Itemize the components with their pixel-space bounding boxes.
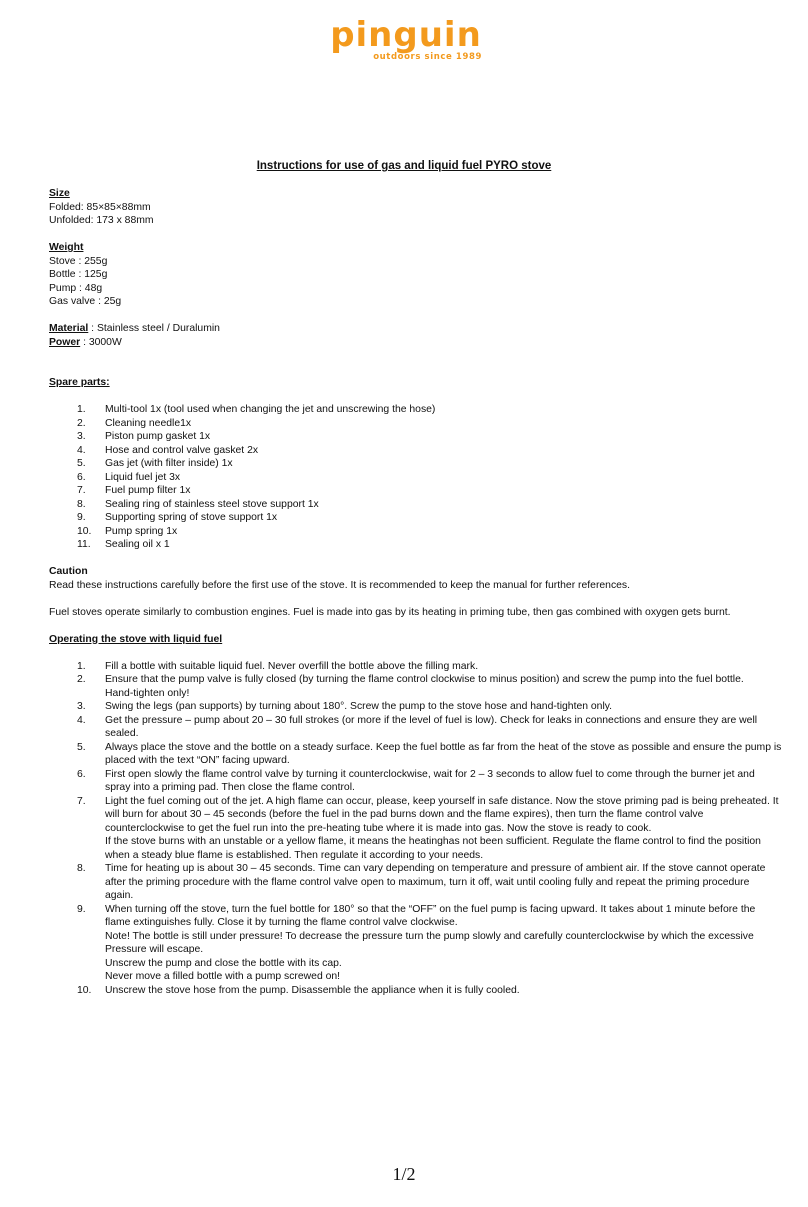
step-text-line: Never move a filled bottle with a pump screwed on! [105,971,341,982]
list-number: 2. [77,674,86,685]
step-text-line: sealed. [105,728,139,739]
power-label: Power [49,336,81,348]
material-label: Material [49,323,89,334]
step-text-line: Get the pressure – pump about 20 – 30 full strokes (or more if the level of fuel is low). Check for leaks in connections and ensure they are well [105,714,758,726]
list-number: 9. [77,903,86,915]
list-number: 1. [77,404,86,415]
material-value: : Stainless steel / Duralumin [88,323,220,334]
step-text-line: will burn for about 30 – 45 seconds (before the fuel in the pad burns down and the flame expires), then turn the flame control valve [105,809,704,820]
material-row [49,322,769,336]
list-number: 7. [77,485,86,496]
spare-part-item [49,471,769,485]
size-unfolded: Unfolded: 173 x 88mm [49,215,154,226]
document-body [49,187,782,997]
spare-part-item [49,457,769,471]
step-text-line: Hand-tighten only! [105,687,190,699]
spare-part-text: Sealing ring of stainless steel stove support 1x [105,498,319,510]
list-number: 1. [77,660,86,672]
step-text-line: Pressure will escape. [105,944,204,955]
step-text-line: First open slowly the flame control valve by turning it counterclockwise, wait for 2 – 3 seconds to allow fuel to come through the burner jet and [105,768,755,780]
list-number: 3. [77,701,86,712]
step-text-line: Unscrew the stove hose from the pump. Disassemble the appliance when it is fully cooled. [105,984,520,996]
spare-parts-heading: Spare parts: [49,377,110,388]
logo-tagline: outdoors since 1989 [373,52,482,62]
weight-stove: Stove : 255g [49,255,108,267]
step-text-line: Light the fuel coming out of the jet. A high flame can occur, please, keep yourself in safe distance. Now the stove priming pad is being preheated. It [105,795,779,807]
operating-step [49,795,779,863]
weight-heading: Weight [49,242,84,253]
spare-part-item [49,444,769,458]
operating-step [49,984,769,998]
spare-part-item [49,498,769,512]
spare-part-text: Cleaning needle1x [105,417,192,429]
list-number: 5. [77,741,86,753]
caution-text: Read these instructions carefully before the first use of the stove. It is recommended to keep the manual for further references. [49,579,631,591]
step-text-line: when a steady blue flame is established. Then regulate it according to your needs. [105,849,484,861]
spare-part-text: Liquid fuel jet 3x [105,471,181,483]
size-heading: Size [49,188,70,199]
logo-wordmark: pinguin [330,15,482,55]
spare-part-text: Fuel pump filter 1x [105,485,191,496]
step-text-line: Swing the legs (pan supports) by turning about 180°. Screw the pump to the stove hose and hand-tighten only. [105,701,613,712]
list-number: 11. [77,539,91,550]
power-row [49,336,769,350]
operating-steps-list [49,660,782,998]
caution-heading: Caution [49,566,88,577]
spare-part-text: Pump spring 1x [105,525,178,537]
weight-pump: Pump : 48g [49,282,103,294]
step-text-line: placed with the text “ON” facing upward. [105,755,290,766]
step-text-line: Note! The bottle is still under pressure! To decrease the pressure turn the pump slowly and carefully counterclockwise by which the excessive [105,930,754,942]
step-text-line: flame extinguishes fully. Close it by turning the flame control valve clockwise. [105,917,458,928]
spare-part-item [49,417,769,431]
list-number: 9. [77,512,86,523]
spare-parts-list [49,403,769,552]
list-number: 2. [77,417,86,429]
list-number: 8. [77,498,86,510]
operating-step [49,660,769,674]
spare-part-text: Hose and control valve gasket 2x [105,444,259,456]
spare-part-item [49,538,769,552]
brand-logo [326,15,486,62]
operating-step [49,741,782,768]
power-value: : 3000W [80,336,122,348]
list-number: 7. [77,795,86,807]
operating-step [49,714,769,741]
operating-step [49,903,769,984]
size-folded: Folded: 85×85×88mm [49,201,151,213]
step-text-line: spray into a priming pad. Then close the flame control. [105,782,355,793]
spare-part-item [49,403,769,417]
step-text-line: If the stove burns with an unstable or a yellow flame, it means the heatinghas not been sufficient. Regulate the flame control to find the position [105,836,761,847]
spare-part-item [49,484,769,498]
list-number: 3. [77,431,86,442]
operating-step [49,673,769,700]
step-text-line: Fill a bottle with suitable liquid fuel. Never overfill the bottle above the filling mark. [105,660,479,672]
page-title: Instructions for use of gas and liquid fuel PYRO stove [256,160,552,172]
spare-part-item [49,525,769,539]
operating-step [49,862,769,903]
step-text-line: When turning off the stove, turn the fuel bottle for 180° so that the “OFF” on the fuel pump is facing upward. It takes about 1 minute before the [105,903,756,915]
list-number: 6. [77,768,86,780]
weight-gas-valve: Gas valve : 25g [49,296,122,307]
step-text-line: after the priming procedure with the flame control valve open to maximum, turn it off, wait until cooling fully and repeat the priming procedure [105,876,750,888]
list-number: 5. [77,458,86,469]
spare-part-text: Multi-tool 1x (tool used when changing the jet and unscrewing the hose) [105,404,436,415]
spare-part-text: Piston pump gasket 1x [105,431,211,442]
step-text-line: Time for heating up is about 30 – 45 seconds. Time can vary depending on temperature and pressure of ambient air. If the stove cannot operate [105,863,766,874]
list-number: 8. [77,863,86,874]
step-text-line: again. [105,890,134,901]
list-number: 4. [77,444,86,456]
page-number: 1/2 [392,1164,416,1184]
step-text-line: Unscrew the pump and close the bottle with its cap. [105,957,342,969]
list-number: 10. [77,525,92,537]
list-number: 6. [77,471,86,483]
weight-bottle: Bottle : 125g [49,269,108,280]
operating-step [49,768,769,795]
spare-part-item [49,511,769,525]
operating-step [49,700,769,714]
spare-part-text: Sealing oil x 1 [105,539,170,550]
step-text-line: Always place the stove and the bottle on a steady surface. Keep the fuel bottle as far from the heat of the stove as possible and ensure the pump is [105,741,782,753]
step-text-line: counterclockwise to get the fuel run into the pre-heating tube where it is made into gas. Now the stove is ready to cook. [105,822,652,834]
operating-heading: Operating the stove with liquid fuel [49,633,223,645]
spare-part-text: Gas jet (with filter inside) 1x [105,458,233,469]
step-text-line: Ensure that the pump valve is fully closed (by turning the flame control clockwise to minus position) and screw the pump into the fuel bottle. [105,674,744,685]
spare-part-item [49,430,769,444]
spare-part-text: Supporting spring of stove support 1x [105,512,278,523]
fuel-stove-text: Fuel stoves operate similarly to combustion engines. Fuel is made into gas by its heating in priming tube, then gas combined with oxygen gets burnt. [49,606,731,618]
list-number: 10. [77,984,92,996]
list-number: 4. [77,714,86,726]
